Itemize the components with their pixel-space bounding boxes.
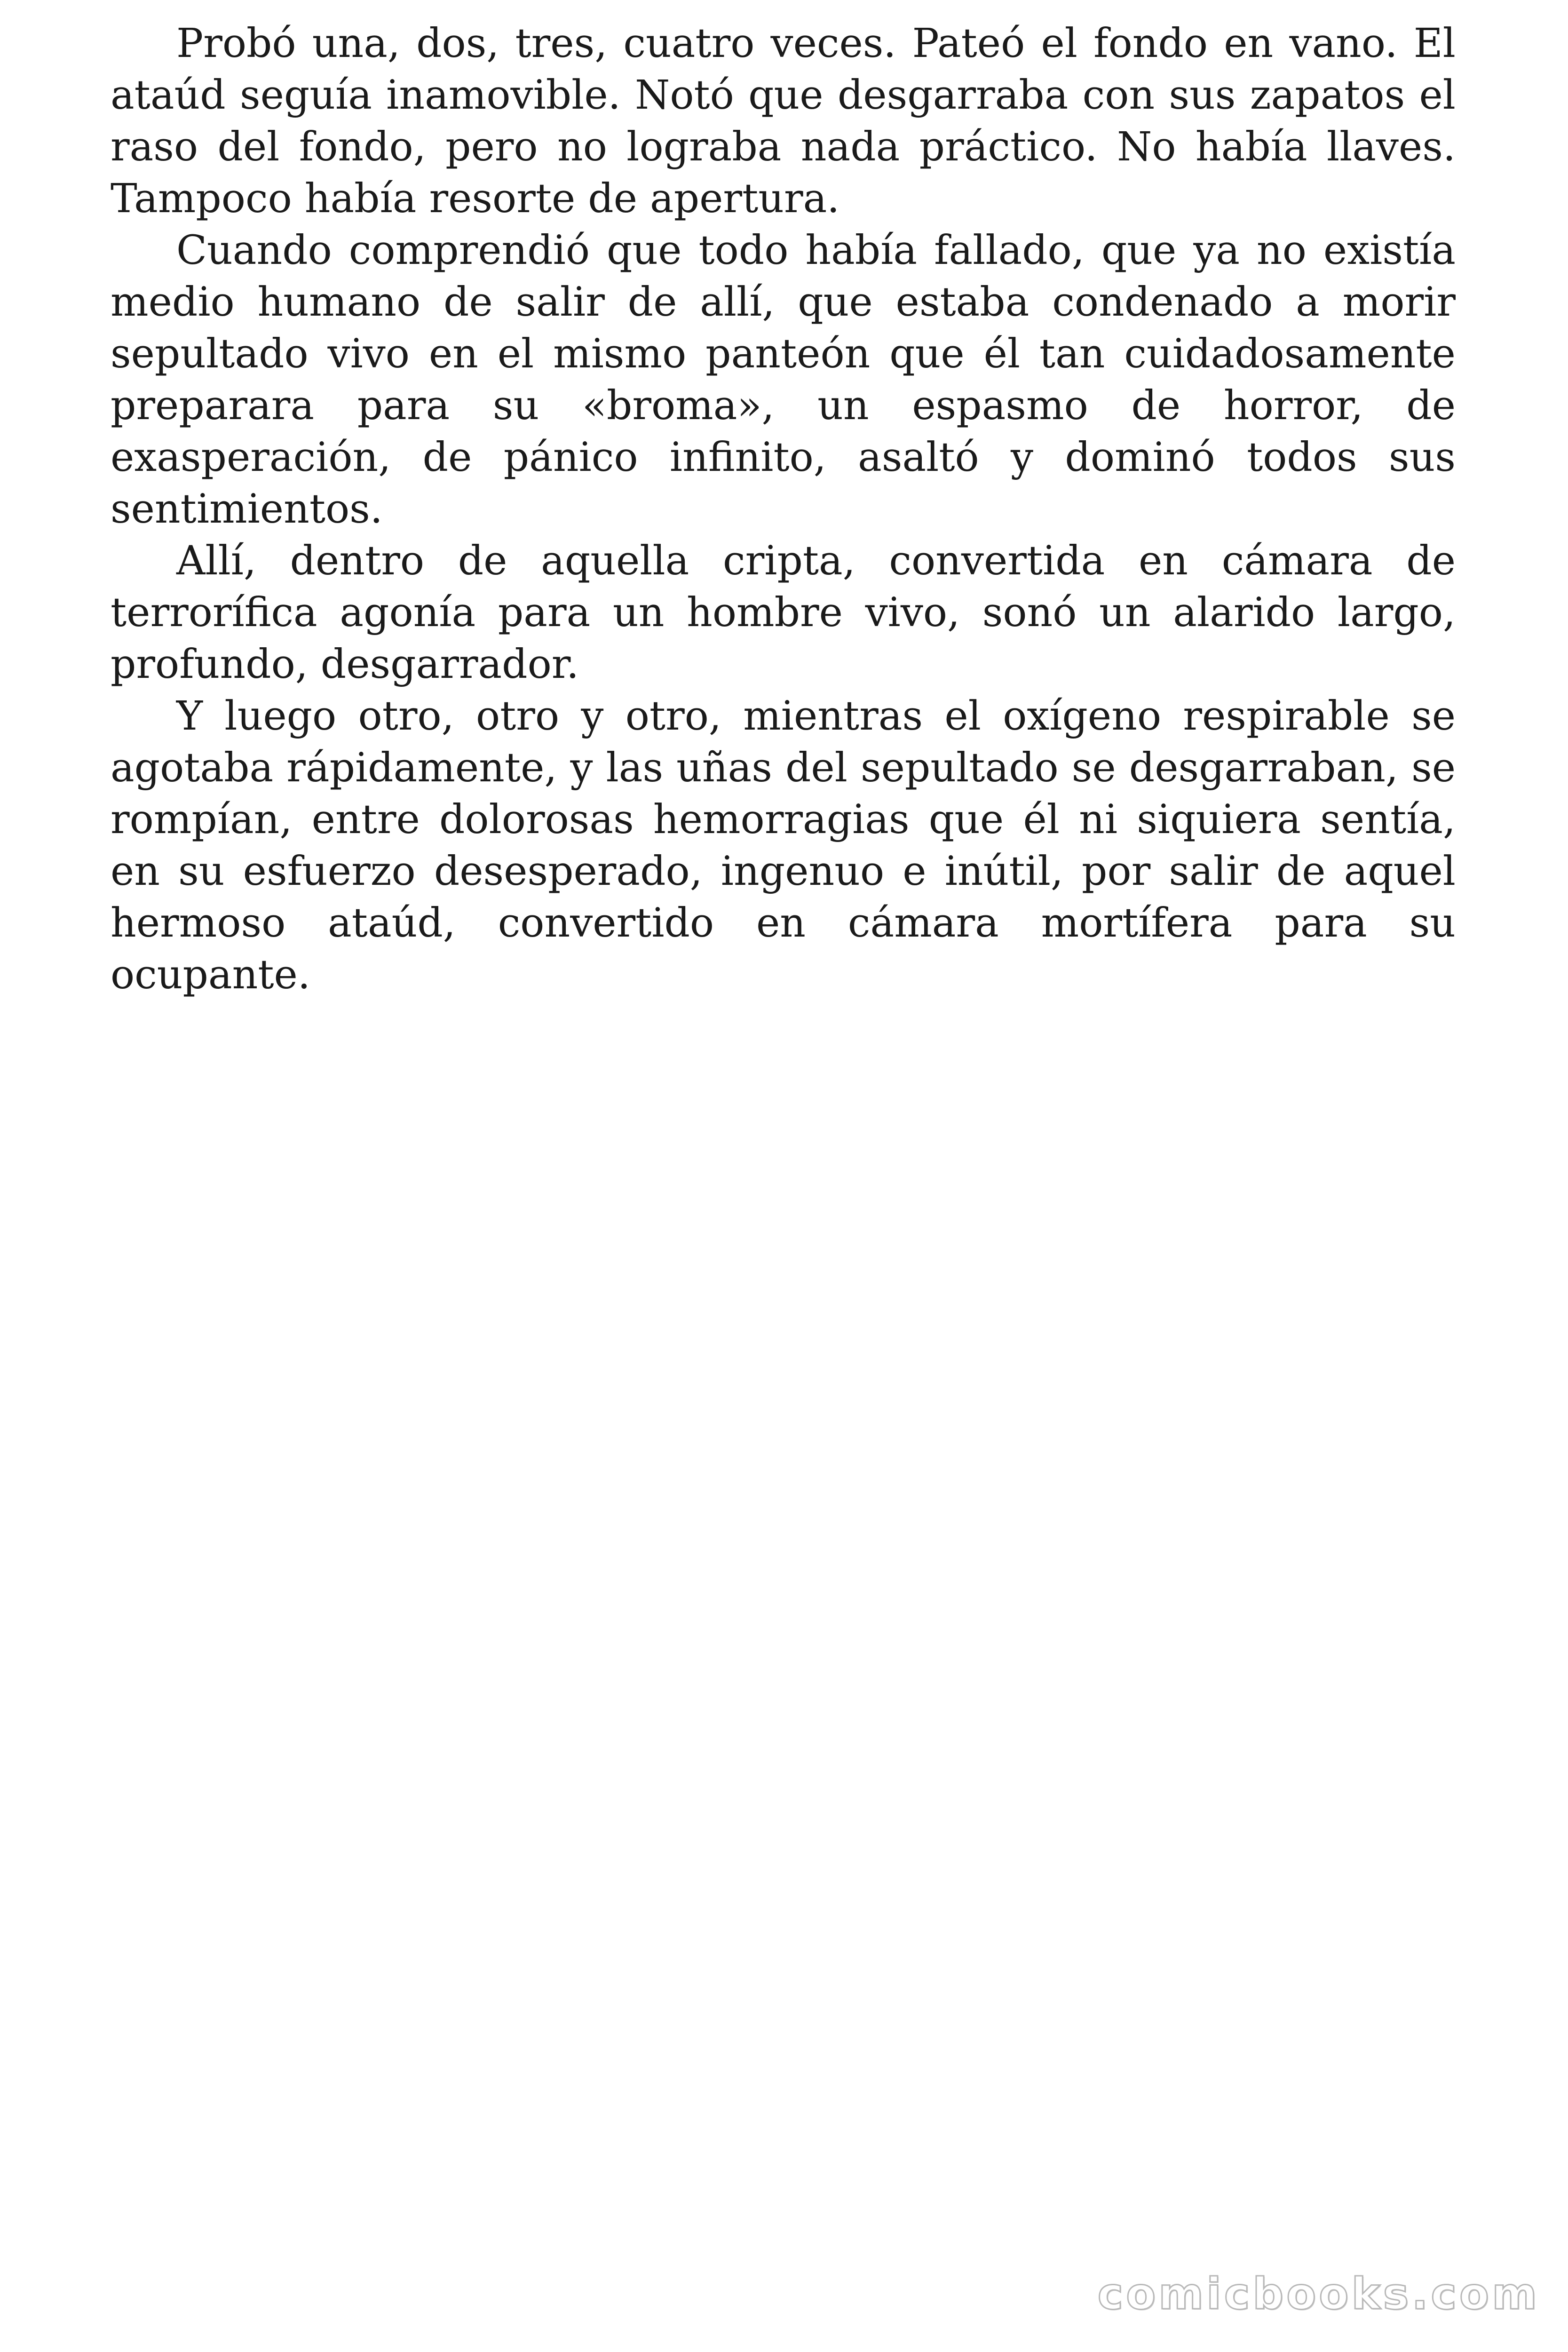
paragraph-2: Cuando comprendió que todo había fallado, que ya no existía medio humano de salir de allí, que estaba condenado a morir sepultado vivo en el mismo panteón que él tan cuidadosamente preparara para su «broma», un espasmo de horror, de exasperación, de pánico infinito, asaltó y dominó todos sus sentimientos. xyxy=(111,227,1456,532)
watermark: comicbooks.com xyxy=(1097,2269,1540,2319)
body-text xyxy=(111,18,1456,1001)
paragraph-3: Allí, dentro de aquella cripta, convertida en cámara de terrorífica agonía para un hombre vivo, sonó un alarido largo, profundo, desgarrador. xyxy=(111,538,1456,688)
paragraph-1: Probó una, dos, tres, cuatro veces. Pateó el fondo en vano. El ataúd seguía inamovible. Notó que desgarraba con sus zapatos el raso del fondo, pero no lograba nada práctico. No había llaves. Tampoco había resorte de apertura. xyxy=(111,20,1456,222)
paragraph-4: Y luego otro, otro y otro, mientras el oxígeno respirable se agotaba rápidamente, y las uñas del sepultado se desgarraban, se rompían, entre dolorosas hemorragias que él ni siquiera sentía, en su esfuerzo desesperado, ingenuo e inútil, por salir de aquel hermoso ataúd, convertido en cámara mortífera para su ocupante. xyxy=(111,693,1456,998)
